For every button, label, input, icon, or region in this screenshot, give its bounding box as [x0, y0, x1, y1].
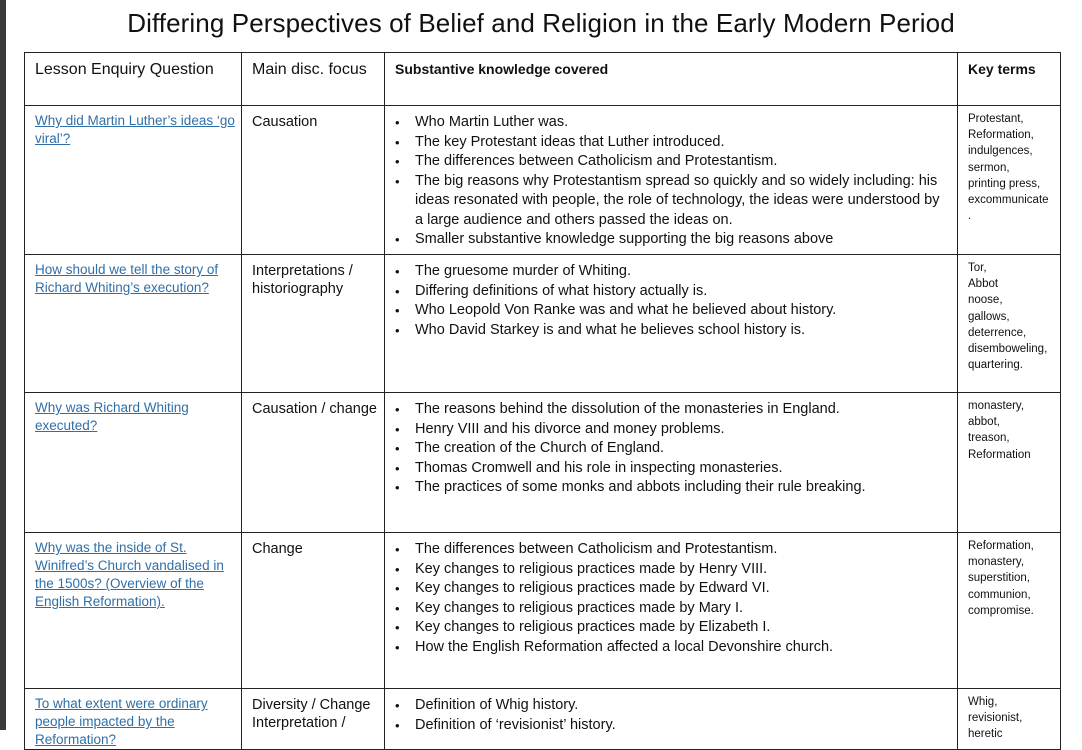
terms-cell: [958, 255, 1061, 393]
knowledge-list: [385, 689, 957, 735]
knowledge-item: • The practices of some monks and abbots including their rule breaking.: [415, 478, 947, 498]
enquiry-question-link[interactable]: Why did Martin Luther’s ideas ‘go viral’?: [35, 113, 235, 146]
knowledge-item: • Smaller substantive knowledge supporting the big reasons above: [415, 230, 947, 250]
header-knowledge: Substantive knowledge covered: [385, 53, 958, 106]
key-term: .: [968, 210, 972, 223]
key-term: disemboweling,: [968, 343, 1048, 356]
page-title: Differing Perspectives of Belief and Religion in the Early Modern Period: [127, 8, 955, 38]
enquiry-question-link[interactable]: How should we tell the story of Richard Whiting’s execution?: [35, 262, 219, 295]
focus-text: Diversity / Change Interpretation /: [252, 697, 371, 731]
key-terms: [958, 106, 1060, 224]
knowledge-item: • The key Protestant ideas that Luther introduced.: [415, 133, 947, 153]
key-term: sermon,: [968, 161, 1010, 174]
focus-cell: [242, 393, 385, 533]
terms-cell: [958, 689, 1061, 750]
terms-cell: [958, 533, 1061, 689]
focus-cell: [242, 255, 385, 393]
key-term: Reformation: [968, 448, 1031, 461]
enquiry-question-link[interactable]: Why was the inside of St. Winifred’s Church vandalised in the 1500s? (Overview of the English Reformation).: [35, 540, 224, 609]
table-row: [25, 393, 1061, 533]
header-question: Lesson Enquiry Question: [25, 53, 242, 106]
key-term: Reformation,: [968, 129, 1034, 142]
key-term: communion,: [968, 588, 1031, 601]
knowledge-cell: [385, 393, 958, 533]
key-term: deterrence,: [968, 326, 1027, 339]
enquiry-question-link[interactable]: To what extent were ordinary people impacted by the Reformation?: [35, 696, 208, 747]
key-term: Tor,: [968, 262, 987, 274]
knowledge-list: [385, 255, 957, 340]
key-term: Abbot: [968, 278, 999, 291]
key-term: monastery,: [968, 556, 1025, 569]
key-term: compromise.: [968, 604, 1034, 617]
scheme-of-work-table: [24, 52, 1061, 750]
key-terms: [958, 393, 1060, 463]
knowledge-item: • The creation of the Church of England.: [415, 439, 947, 459]
key-term: Protestant,: [968, 113, 1024, 125]
viewer-edge: [0, 0, 6, 730]
knowledge-item: • Definition of Whig history.: [415, 696, 947, 716]
table-row: [25, 255, 1061, 393]
knowledge-cell: [385, 689, 958, 750]
focus-cell: [242, 533, 385, 689]
knowledge-item: • Key changes to religious practices made by Henry VIII.: [415, 560, 947, 580]
key-term: Reformation,: [968, 540, 1034, 552]
knowledge-list: [385, 533, 957, 657]
table-row: [25, 533, 1061, 689]
key-term: Whig,: [968, 696, 998, 708]
knowledge-item: • Who Leopold Von Ranke was and what he believed about history.: [415, 301, 947, 321]
key-term: excommunicate: [968, 194, 1049, 207]
key-term: printing press,: [968, 177, 1041, 190]
knowledge-item: • Key changes to religious practices made by Elizabeth I.: [415, 618, 947, 638]
knowledge-item: • The reasons behind the dissolution of the monasteries in England.: [415, 400, 947, 420]
question-cell: [25, 106, 242, 255]
knowledge-item: • Definition of ‘revisionist’ history.: [415, 716, 947, 736]
key-term: treason,: [968, 432, 1010, 445]
table-header-row: [25, 53, 1061, 106]
key-term: abbot,: [968, 416, 1000, 429]
knowledge-item: • The gruesome murder of Whiting.: [415, 262, 947, 282]
knowledge-list: [385, 106, 957, 250]
knowledge-item: • Thomas Cromwell and his role in inspecting monasteries.: [415, 459, 947, 479]
knowledge-item: • The differences between Catholicism and Protestantism.: [415, 152, 947, 172]
knowledge-item: • Who Martin Luther was.: [415, 113, 947, 133]
key-term: quartering.: [968, 359, 1023, 372]
key-terms: [958, 533, 1060, 619]
knowledge-item: • Differing definitions of what history actually is.: [415, 282, 947, 302]
focus-text: Causation / change: [252, 401, 377, 417]
knowledge-item: • The big reasons why Protestantism spread so quickly and so widely including: his ideas resonated with people, the role of technology, the ideas were understood by a large audience and others passed the ideas on.: [415, 172, 947, 231]
focus-text: Change: [252, 541, 303, 557]
terms-cell: [958, 393, 1061, 533]
knowledge-cell: [385, 255, 958, 393]
knowledge-item: • How the English Reformation affected a local Devonshire church.: [415, 638, 947, 658]
key-term: gallows,: [968, 310, 1010, 323]
question-cell: [25, 393, 242, 533]
table-row: [25, 106, 1061, 255]
header-key-terms: Key terms: [958, 53, 1061, 106]
focus-cell: [242, 106, 385, 255]
key-term: superstition,: [968, 572, 1031, 585]
knowledge-item: • The differences between Catholicism and Protestantism.: [415, 540, 947, 560]
knowledge-item: • Who David Starkey is and what he believes school history is.: [415, 321, 947, 341]
key-term: revisionist,: [968, 712, 1023, 725]
key-term: indulgences,: [968, 145, 1033, 158]
question-cell: [25, 255, 242, 393]
key-term: noose,: [968, 294, 1003, 307]
knowledge-item: • Key changes to religious practices made by Mary I.: [415, 599, 947, 619]
knowledge-item: • Key changes to religious practices made by Edward VI.: [415, 579, 947, 599]
focus-text: Interpretations / historiography: [252, 263, 353, 297]
knowledge-list: [385, 393, 957, 498]
focus-cell: [242, 689, 385, 750]
focus-text: Causation: [252, 114, 318, 130]
question-cell: [25, 689, 242, 750]
key-term: heretic: [968, 728, 1003, 741]
key-terms: [958, 689, 1060, 743]
key-term: monastery,: [968, 400, 1025, 412]
knowledge-cell: [385, 106, 958, 255]
table-row: [25, 689, 1061, 750]
knowledge-cell: [385, 533, 958, 689]
key-terms: [958, 255, 1060, 373]
header-focus: Main disc. focus: [242, 53, 385, 106]
terms-cell: [958, 106, 1061, 255]
question-cell: [25, 533, 242, 689]
enquiry-question-link[interactable]: Why was Richard Whiting executed?: [35, 400, 189, 433]
knowledge-item: • Henry VIII and his divorce and money problems.: [415, 420, 947, 440]
